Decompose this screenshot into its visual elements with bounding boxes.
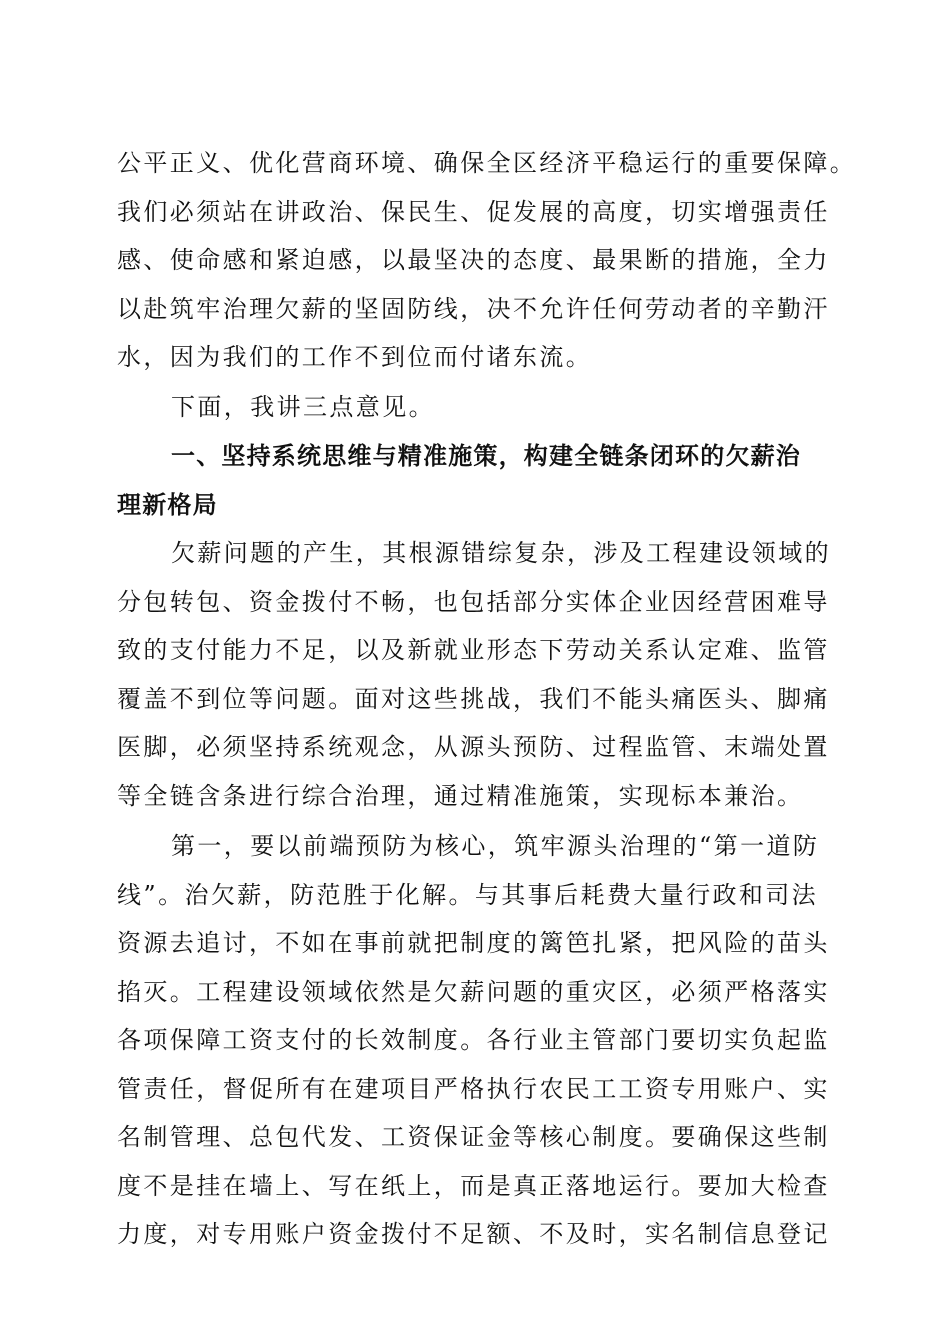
text-line: 分包转包、资金拨付不畅，也包括部分实体企业因经营困难导 — [117, 587, 830, 616]
text-line: 各项保障工资支付的长效制度。各行业主管部门要切实负起监 — [117, 1026, 830, 1054]
paragraph-first-point — [117, 822, 837, 1259]
text-line: 等全链含条进行综合治理，通过精准施策，实现标本兼治。 — [117, 781, 804, 810]
text-line: 我们必须站在讲政治、保民生、促发展的高度，切实增强责任 — [117, 197, 830, 226]
paragraph-causes — [117, 529, 837, 820]
text-line: 医脚，必须坚持系统观念，从源头预防、过程监管、末端处置 — [117, 733, 830, 761]
text-line: 线”。治欠薪，防范胜于化解。与其事后耗费大量行政和司法 — [117, 880, 819, 909]
text-line: 名制管理、总包代发、工资保证金等核心制度。要确保这些制 — [117, 1123, 830, 1151]
text-line: 欠薪问题的产生，其根源错综复杂，涉及工程建设领域的 — [171, 539, 831, 567]
heading-line: 一、坚持系统思维与精准施策，构建全链条闭环的欠薪治 — [171, 442, 801, 470]
text-line: 水，因为我们的工作不到位而付诸东流。 — [117, 343, 593, 371]
paragraph-intro — [117, 383, 837, 432]
text-line: 力度，对专用账户资金拨付不足额、不及时，实名制信息登记 — [117, 1220, 830, 1248]
text-line: 资源去追讨，不如在事前就把制度的篱笆扎紧，把风险的苗头 — [117, 929, 830, 957]
text-line: 第一，要以前端预防为核心，筑牢源头治理的“第一道防 — [171, 832, 820, 860]
heading-line: 理新格局 — [117, 490, 218, 519]
text-line: 致的支付能力不足，以及新就业形态下劳动关系认定难、监管 — [117, 636, 830, 664]
text-line: 掐灭。工程建设领域依然是欠薪问题的重灾区，必须严格落实 — [117, 977, 830, 1006]
text-line: 覆盖不到位等问题。面对这些挑战，我们不能头痛医头、脚痛 — [117, 684, 830, 713]
text-line: 下面，我讲三点意见。 — [171, 393, 435, 421]
paragraph-continuation — [117, 139, 857, 382]
text-line: 感、使命感和紧迫感，以最坚决的态度、最果断的措施，全力 — [117, 246, 830, 274]
text-line: 公平正义、优化营商环境、确保全区经济平稳运行的重要保障。 — [117, 149, 857, 177]
section-heading — [117, 432, 837, 529]
text-line: 管责任，督促所有在建项目严格执行农民工工资专用账户、实 — [117, 1074, 830, 1103]
text-line: 以赴筑牢治理欠薪的坚固防线，决不允许任何劳动者的辛勤汗 — [117, 294, 830, 323]
text-line: 度不是挂在墙上、写在纸上，而是真正落地运行。要加大检查 — [117, 1171, 830, 1200]
